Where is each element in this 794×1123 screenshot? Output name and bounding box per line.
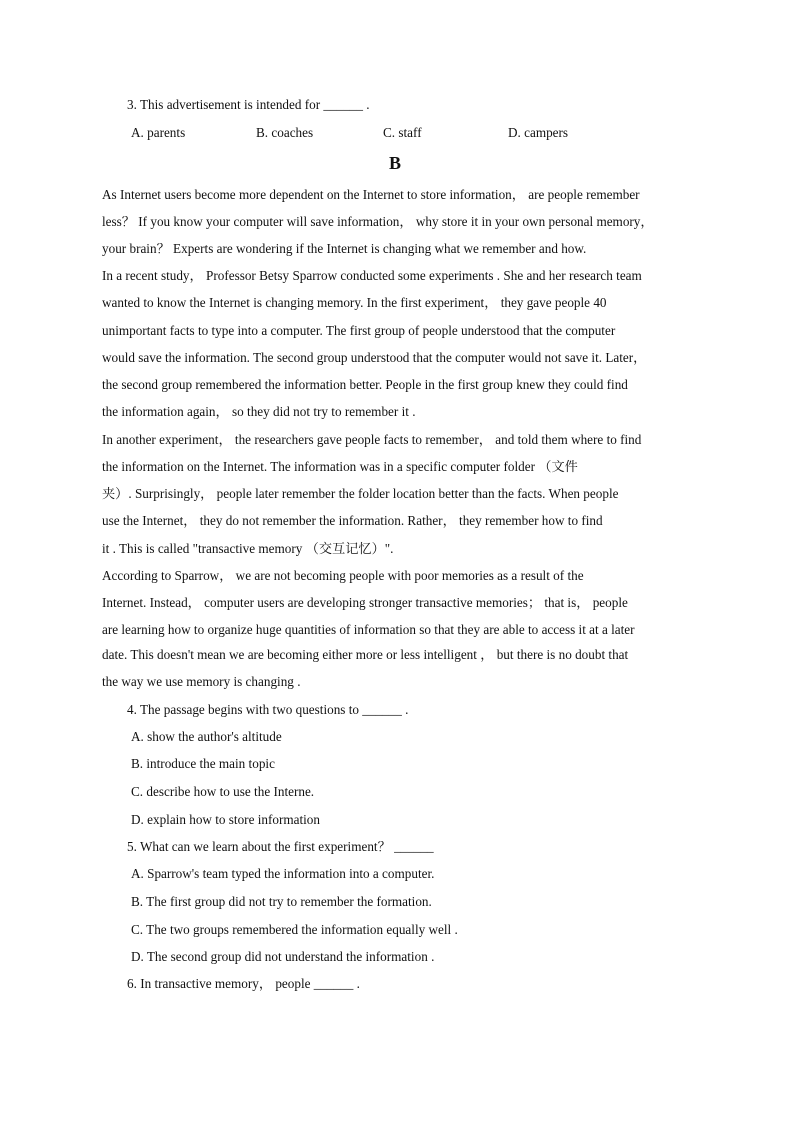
passage-line: less？ If you know your computer will save information， why store it in your own personal memory，	[102, 214, 654, 229]
passage-line: it . This is called "transactive memory （交互记忆）".	[102, 541, 394, 556]
section-title: B	[389, 153, 402, 173]
question-3-stem: 3. This advertisement is intended for ______ .	[127, 97, 370, 112]
passage-line: are learning how to organize huge quantities of information so that they are able to access it at a later	[102, 622, 635, 637]
question-5-option-c: C. The two groups remembered the information equally well .	[131, 922, 458, 937]
passage-line: the information again， so they did not try to remember it .	[102, 404, 416, 419]
passage-line: According to Sparrow， we are not becoming people with poor memories as a result of the	[102, 568, 584, 583]
passage-line: the way we use memory is changing .	[102, 674, 301, 689]
question-4-option-a: A. show the author's altitude	[131, 729, 282, 744]
passage-line: In another experiment， the researchers gave people facts to remember， and told them where to find	[102, 432, 642, 447]
question-5-option-a: A. Sparrow's team typed the information into a computer.	[131, 866, 435, 881]
passage-line: In a recent study， Professor Betsy Sparrow conducted some experiments . She and her research team	[102, 268, 642, 283]
passage-line: wanted to know the Internet is changing memory. In the first experiment， they gave people 40	[102, 295, 607, 310]
question-3-option-d: D. campers	[508, 125, 569, 140]
question-6-stem: 6. In transactive memory， people ______ .	[127, 976, 360, 991]
passage-line: As Internet users become more dependent on the Internet to store information， are people remember	[102, 187, 640, 202]
passage-line: unimportant facts to type into a computer. The first group of people understood that the computer	[102, 323, 616, 338]
question-3-option-a: A. parents	[131, 125, 186, 140]
question-4-stem: 4. The passage begins with two questions to ______ .	[127, 702, 409, 717]
question-3-option-b: B. coaches	[256, 125, 314, 140]
question-5-option-b: B. The first group did not try to remember the formation.	[131, 894, 432, 909]
passage-line: would save the information. The second group understood that the computer would not save it. Later，	[102, 350, 647, 365]
passage-line: your brain？ Experts are wondering if the Internet is changing what we remember and how.	[102, 241, 587, 256]
passage-line: use the Internet， they do not remember the information. Rather， they remember how to find	[102, 513, 603, 528]
question-5-option-d: D. The second group did not understand the information .	[131, 949, 435, 964]
passage-line: the second group remembered the information better. People in the first group knew they could find	[102, 377, 628, 392]
passage-line: the information on the Internet. The information was in a specific computer folder （文件	[102, 459, 578, 474]
passage-line: Internet. Instead， computer users are developing stronger transactive memories； that is， people	[102, 595, 628, 610]
passage-line: date. This doesn't mean we are becoming either more or less intelligent ， but there is no doubt that	[102, 647, 629, 662]
passage-line: 夹）. Surprisingly， people later remember the folder location better than the facts. When people	[102, 486, 619, 501]
question-5-stem: 5. What can we learn about the first experiment？ ______	[127, 839, 434, 854]
question-4-option-c: C. describe how to use the Interne.	[131, 784, 315, 799]
question-3-option-c: C. staff	[383, 125, 422, 140]
question-4-option-d: D. explain how to store information	[131, 812, 320, 827]
question-4-option-b: B. introduce the main topic	[131, 756, 275, 771]
